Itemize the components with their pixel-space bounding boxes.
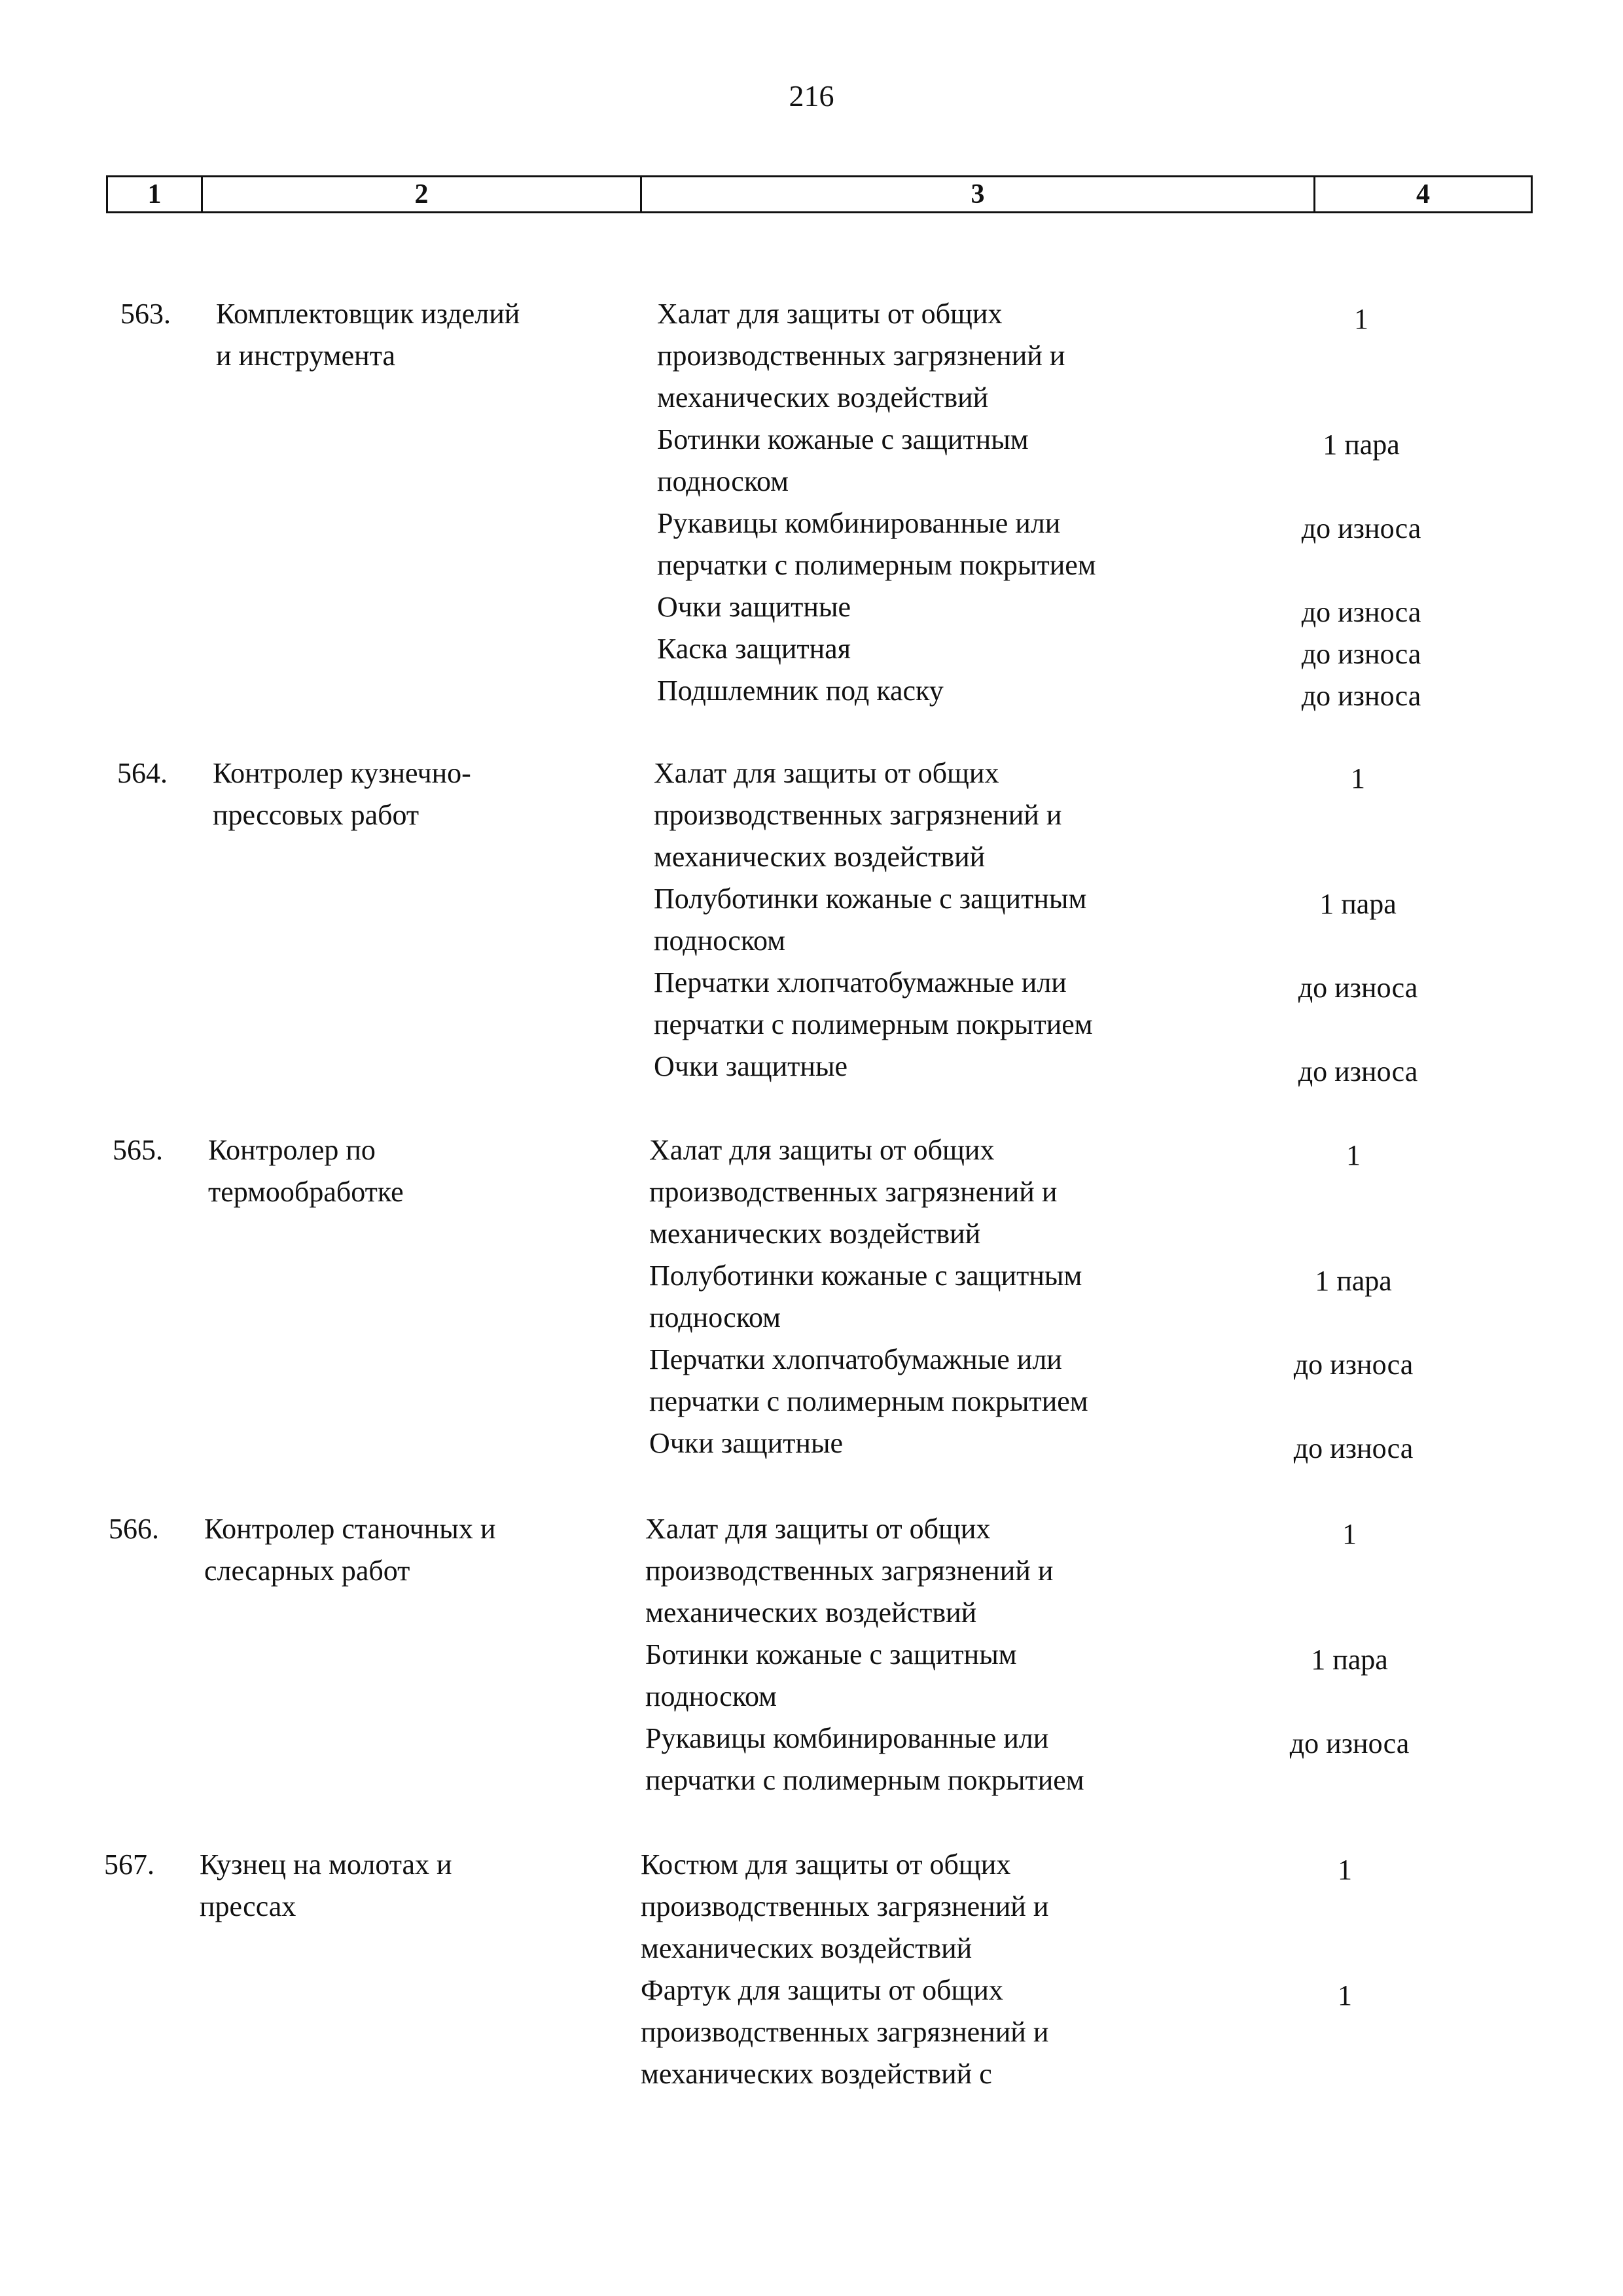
ppe-item-name: Каска защитная (657, 633, 851, 665)
column-header-2: 2 (203, 177, 642, 211)
ppe-item-quantity: до износа (1301, 596, 1421, 628)
ppe-item-name: Халат для защиты от общих производственных загрязнений и механических воздействий (645, 1513, 1054, 1629)
ppe-item-quantity: до износа (1298, 1055, 1418, 1087)
column-header-4: 4 (1416, 179, 1430, 209)
list-item (657, 586, 1421, 628)
ppe-item-name: Фартук для защиты от общих производственных загрязнений и механических воздействий с (641, 1974, 1049, 2090)
ppe-item-name: Подшлемник под каску (657, 675, 944, 707)
page-number: 216 (789, 79, 834, 113)
list-item (657, 419, 1400, 503)
ppe-item-list (645, 1508, 1410, 1801)
ppe-item-quantity: 1 пара (1311, 1644, 1388, 1676)
list-item (654, 962, 1418, 1046)
ppe-item-name: Костюм для защиты от общих производственных загрязнений и механических воздействий (641, 1848, 1049, 1964)
profession-name: Комплектовщик изделий и инструмента (216, 298, 520, 372)
ppe-item-quantity: 1 пара (1323, 429, 1400, 461)
column-header-1: 1 (108, 177, 203, 211)
ppe-item-quantity: до износа (1293, 1432, 1414, 1464)
ppe-item-quantity: 1 (1338, 1854, 1352, 1886)
ppe-item-quantity: до износа (1301, 512, 1421, 544)
list-item (641, 1844, 1352, 1969)
ppe-item-name: Халат для защиты от общих производственных загрязнений и механических воздействий (649, 1134, 1058, 1250)
list-item (654, 752, 1365, 878)
ppe-item-quantity: 1 (1338, 1979, 1352, 2011)
ppe-item-name: Рукавицы комбинированные или перчатки с полимерным покрытием (657, 507, 1096, 581)
list-item (645, 1634, 1388, 1718)
row-number: 567. (104, 1848, 154, 1881)
ppe-item-quantity: до износа (1293, 1349, 1414, 1381)
ppe-item-name: Очки защитные (649, 1427, 844, 1459)
list-item (654, 1046, 1418, 1087)
list-item (657, 670, 1421, 712)
ppe-item-quantity: 1 (1342, 1518, 1357, 1550)
list-item (657, 503, 1421, 586)
list-item (649, 1422, 1414, 1464)
ppe-item-name: Халат для защиты от общих производственных загрязнений и механических воздействий (657, 298, 1065, 414)
ppe-item-quantity: 1 (1351, 762, 1365, 794)
ppe-item-quantity: до износа (1301, 638, 1421, 670)
list-item (654, 878, 1397, 962)
ppe-item-name: Полуботинки кожаные с защитным подноском (649, 1260, 1082, 1333)
list-item (645, 1508, 1357, 1634)
row-number: 564. (117, 757, 168, 789)
ppe-item-quantity: 1 пара (1315, 1265, 1392, 1297)
ppe-item-list (641, 1844, 1352, 2095)
list-item (657, 293, 1368, 419)
profession-name: Контролер по термообработке (208, 1134, 404, 1208)
ppe-item-name: Перчатки хлопчатобумажные или перчатки с полимерным покрытием (654, 966, 1093, 1040)
ppe-item-name: Ботинки кожаные с защитным подноском (657, 423, 1029, 497)
ppe-item-name: Рукавицы комбинированные или перчатки с полимерным покрытием (645, 1722, 1084, 1796)
ppe-item-quantity: до износа (1298, 972, 1418, 1004)
ppe-item-name: Перчатки хлопчатобумажные или перчатки с полимерным покрытием (649, 1343, 1088, 1417)
column-header-3: 3 (642, 177, 1315, 211)
ppe-item-quantity: до износа (1301, 680, 1421, 712)
list-item (641, 1969, 1352, 2095)
list-item (649, 1255, 1392, 1339)
ppe-item-quantity: до износа (1289, 1727, 1410, 1759)
ppe-item-list (654, 752, 1418, 1087)
ppe-item-name: Полуботинки кожаные с защитным подноском (654, 883, 1087, 957)
list-item (649, 1129, 1361, 1255)
ppe-item-name: Халат для защиты от общих производственных загрязнений и механических воздействий (654, 757, 1062, 873)
profession-name: Контролер кузнечно- прессовых работ (213, 757, 471, 831)
profession-name: Контролер станочных и слесарных работ (204, 1513, 496, 1587)
ppe-item-quantity: 1 (1346, 1139, 1361, 1171)
ppe-item-quantity: 1 (1354, 303, 1368, 335)
row-number: 566. (109, 1513, 159, 1545)
row-number: 563. (120, 298, 171, 330)
row-number: 565. (113, 1134, 163, 1166)
ppe-item-name: Очки защитные (654, 1050, 848, 1082)
ppe-item-list (649, 1129, 1414, 1464)
ppe-item-name: Ботинки кожаные с защитным подноском (645, 1638, 1017, 1712)
list-item (645, 1718, 1410, 1801)
list-item (649, 1339, 1414, 1422)
ppe-item-list (657, 293, 1421, 712)
profession-name: Кузнец на молотах и прессах (200, 1848, 452, 1922)
ppe-item-name: Очки защитные (657, 591, 851, 623)
ppe-item-quantity: 1 пара (1319, 888, 1397, 920)
list-item (657, 628, 1421, 670)
